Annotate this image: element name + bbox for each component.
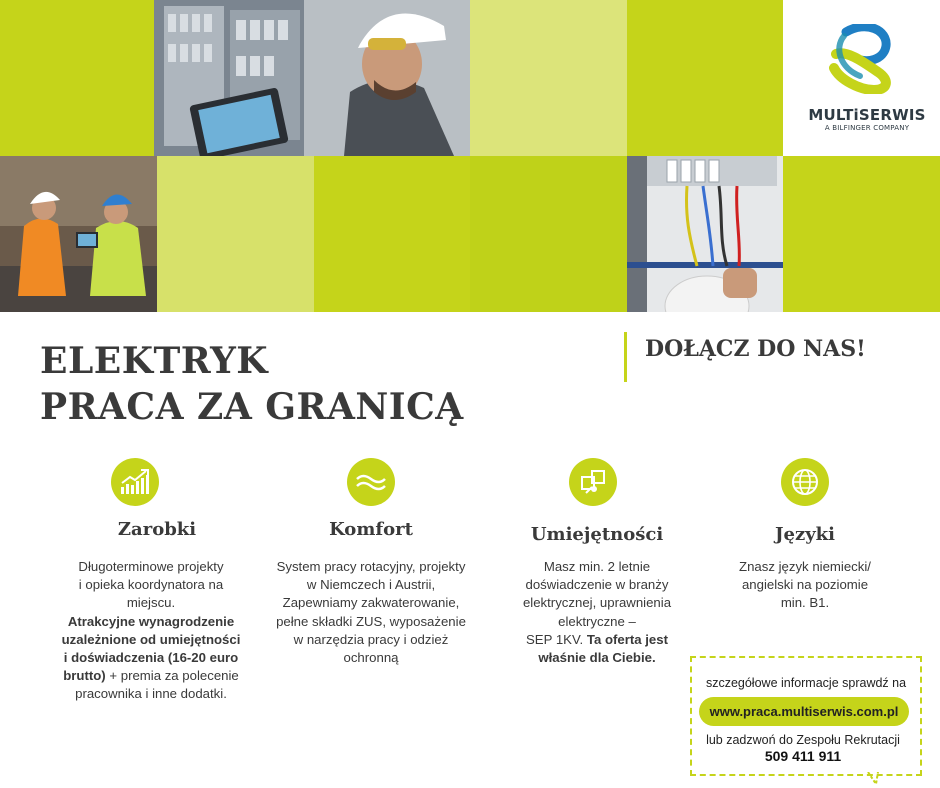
feature-title-languages: Języki: [775, 524, 835, 545]
growth-chart-icon: [111, 458, 159, 506]
mosaic-tile: [0, 0, 154, 156]
contact-call-text: lub zadzwoń do Zespołu Rekrutacji: [706, 733, 900, 747]
phone-number[interactable]: 509 411 911: [764, 748, 842, 764]
page-title: [40, 338, 464, 430]
mosaic-tile: [157, 156, 314, 312]
contact-note: szczegółowe informacje sprawdź na: [705, 676, 907, 690]
speech-bubble-tail: [866, 772, 880, 786]
feature-text-languages: Znasz język niemiecki/ angielski na poziomie min. B1.: [739, 559, 871, 611]
feature-text-skills: Masz min. 2 letnie doświadczenie w branży elektrycznej, uprawnienia elektryczne – SEP 1KV. Ta oferta jest właśnie dla Ciebie.: [522, 559, 672, 666]
logo-tile: [783, 0, 940, 156]
multiserwis-logo-icon: [826, 24, 898, 94]
mosaic-tile: [470, 0, 627, 156]
skills-puzzle-icon: [569, 458, 617, 506]
mosaic-tile: [470, 156, 627, 312]
feature-text-comfort: System pracy rotacyjny, projekty w Niemczech i Austrii, Zapewniamy zakwaterowanie, pełne składki ZUS, wyposażenie w narzędzia pracy i odzież ochronną: [276, 559, 466, 666]
feature-title-skills: Umiejętności: [530, 524, 664, 545]
feature-title-comfort: Komfort: [329, 519, 413, 540]
title-line-2: PRACA ZA GRANICĄ: [40, 386, 464, 428]
feature-text-earnings: Długoterminowe projekty i opieka koordynatora na miejscu. Atrakcyjne wynagrodzenie uzależnione od umiejętności i doświadczenia (16-20 euro brutto) + premia za polecenie pracownika i inne dodatki.: [61, 559, 241, 702]
photo-electrician-wiring-cabinet: [627, 156, 783, 312]
brand-tagline: A BILFINGER COMPANY: [824, 124, 910, 132]
photo-workers-with-tablet: [0, 156, 157, 312]
technician-illustration: [154, 0, 470, 156]
mosaic-tile: [783, 156, 940, 312]
title-line-1: ELEKTRYK: [40, 340, 269, 382]
mosaic-tile: [627, 0, 783, 156]
website-link[interactable]: www.praca.multiserwis.com.pl: [699, 697, 909, 726]
feature-title-earnings: Zarobki: [117, 519, 197, 540]
accent-bar: [624, 332, 627, 382]
globe-icon: [781, 458, 829, 506]
brand-name: MULTiSERWIS: [808, 106, 926, 124]
photo-technician-control-panel: [154, 0, 470, 156]
mosaic-tile: [314, 156, 470, 312]
waves-icon: [347, 458, 395, 506]
join-us-heading: DOŁĄCZ DO NAS!: [645, 336, 866, 362]
wiring-illustration: [627, 156, 783, 312]
workers-illustration: [0, 156, 157, 312]
